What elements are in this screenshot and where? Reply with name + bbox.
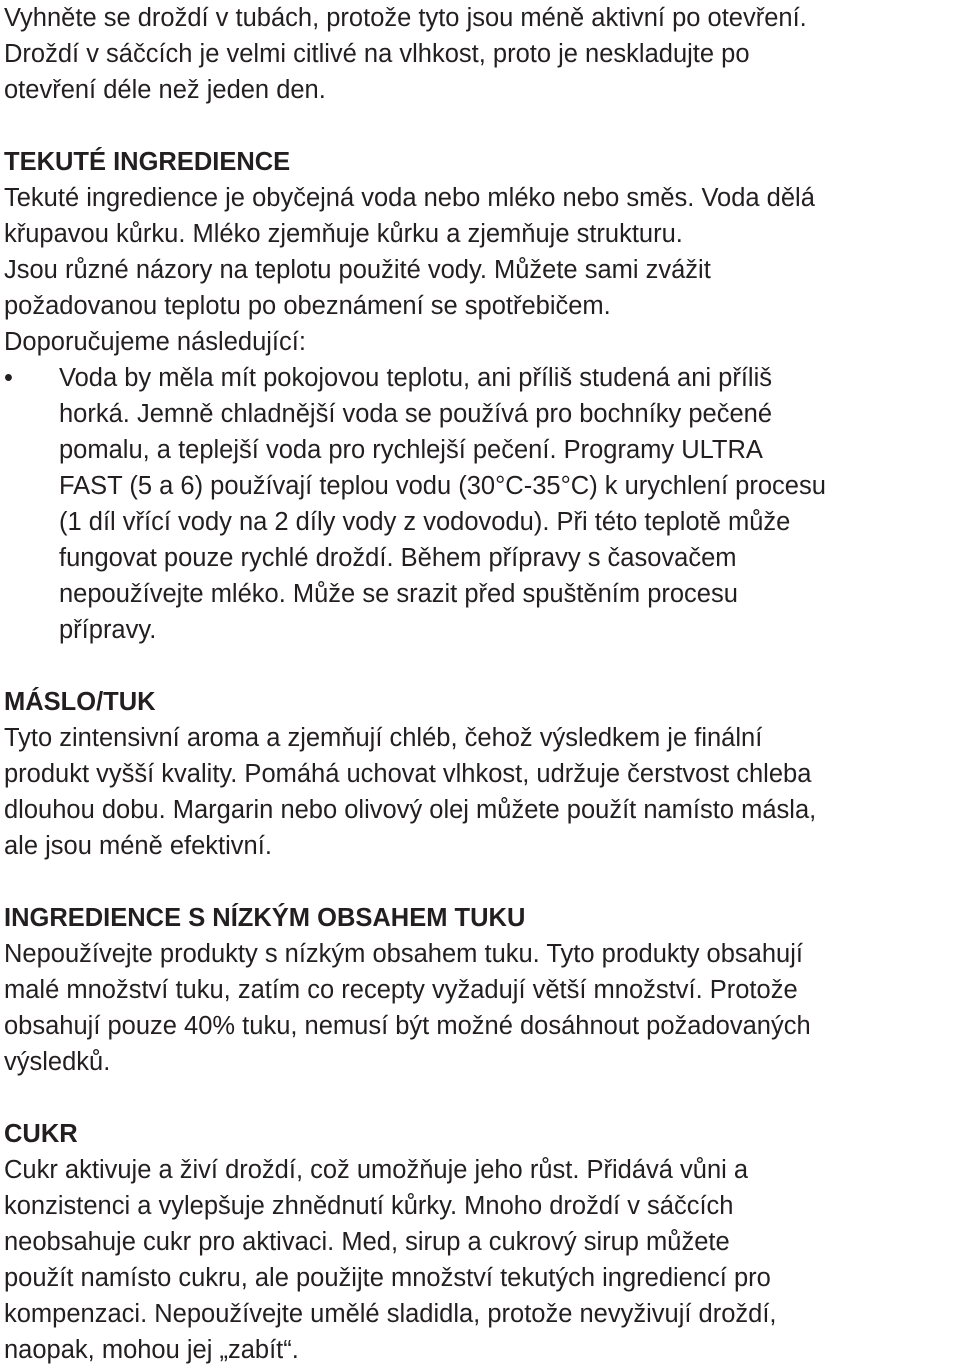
heading-low-fat: INGREDIENCE S NÍZKÝM OBSAHEM TUKU: [4, 904, 526, 932]
section-spacer: [4, 108, 958, 144]
section-spacer: [4, 864, 958, 900]
section-sugar: [4, 1116, 958, 1368]
section-liquid-ingredients: [4, 144, 958, 648]
liquid-paragraph: Tekuté ingredience je obyčejná voda nebo mléko nebo směs. Voda dělá křupavou kůrku. Mléko zjemňuje kůrku a zjemňuje strukturu. Jsou různé názory na teplotu použité vody. Můžete sami zvážit požadovanou teplotu po obeznámení se spotřebičem. Doporučujeme následující:: [4, 184, 815, 356]
heading-liquid-ingredients: TEKUTÉ INGREDIENCE: [4, 148, 291, 176]
sugar-paragraph: Cukr aktivuje a živí droždí, což umožňuje jeho růst. Přidává vůni a konzistenci a vylepšuje zhnědnutí kůrky. Mnoho droždí v sáčcích neobsahuje cukr pro aktivaci. Med, sirup a cukrový sirup můžete použít namísto cukru, ale použijte množství tekutých ingrediencí pro kompenzaci. Nepoužívejte umělé sladidla, protože nevyživují droždí, naopak, mohou jej „zabít“.: [4, 1156, 777, 1364]
bullet-icon: •: [4, 364, 13, 392]
heading-sugar: CUKR: [4, 1120, 78, 1148]
heading-butter-fat: MÁSLO/TUK: [4, 688, 156, 716]
document-page: [4, 0, 958, 1368]
bullet-text: Voda by měla mít pokojovou teplotu, ani příliš studená ani příliš horká. Jemně chladnější voda se používá pro bochníky pečené pomalu, a teplejší voda pro rychlejší pečení. Programy ULTRA FAST (5 a 6) používají teplou vodu (30°C-35°C) k urychlení procesu (1 díl vřící vody na 2 díly vody z vodovodu). Při této teplotě může fungovat pouze rychlé droždí. Během přípravy s časovačem nepoužívejte mléko. Může se srazit před spuštěním procesu přípravy.: [59, 364, 826, 644]
butter-paragraph: Tyto zintensivní aroma a zjemňují chléb, čehož výsledkem je finální produkt vyšší kvality. Pomáhá uchovat vlhkost, udržuje čerstvost chleba dlouhou dobu. Margarin nebo olivový olej můžete použít namísto másla, ale jsou méně efektivní.: [4, 724, 817, 860]
intro-paragraph: Vyhněte se droždí v tubách, protože tyto jsou méně aktivní po otevření. Droždí v sáčcích je velmi citlivé na vlhkost, proto je neskladujte po otevření déle než jeden den.: [4, 4, 807, 104]
list-item: [4, 360, 958, 648]
section-spacer: [4, 648, 958, 684]
section-spacer: [4, 1080, 958, 1116]
section-butter-fat: [4, 684, 958, 864]
lowfat-paragraph: Nepoužívejte produkty s nízkým obsahem tuku. Tyto produkty obsahují malé množství tuku, zatím co recepty vyžadují větší množství. Protože obsahují pouze 40% tuku, nemusí být možné dosáhnout požadovaných výsledků.: [4, 940, 811, 1076]
section-low-fat: [4, 900, 958, 1080]
